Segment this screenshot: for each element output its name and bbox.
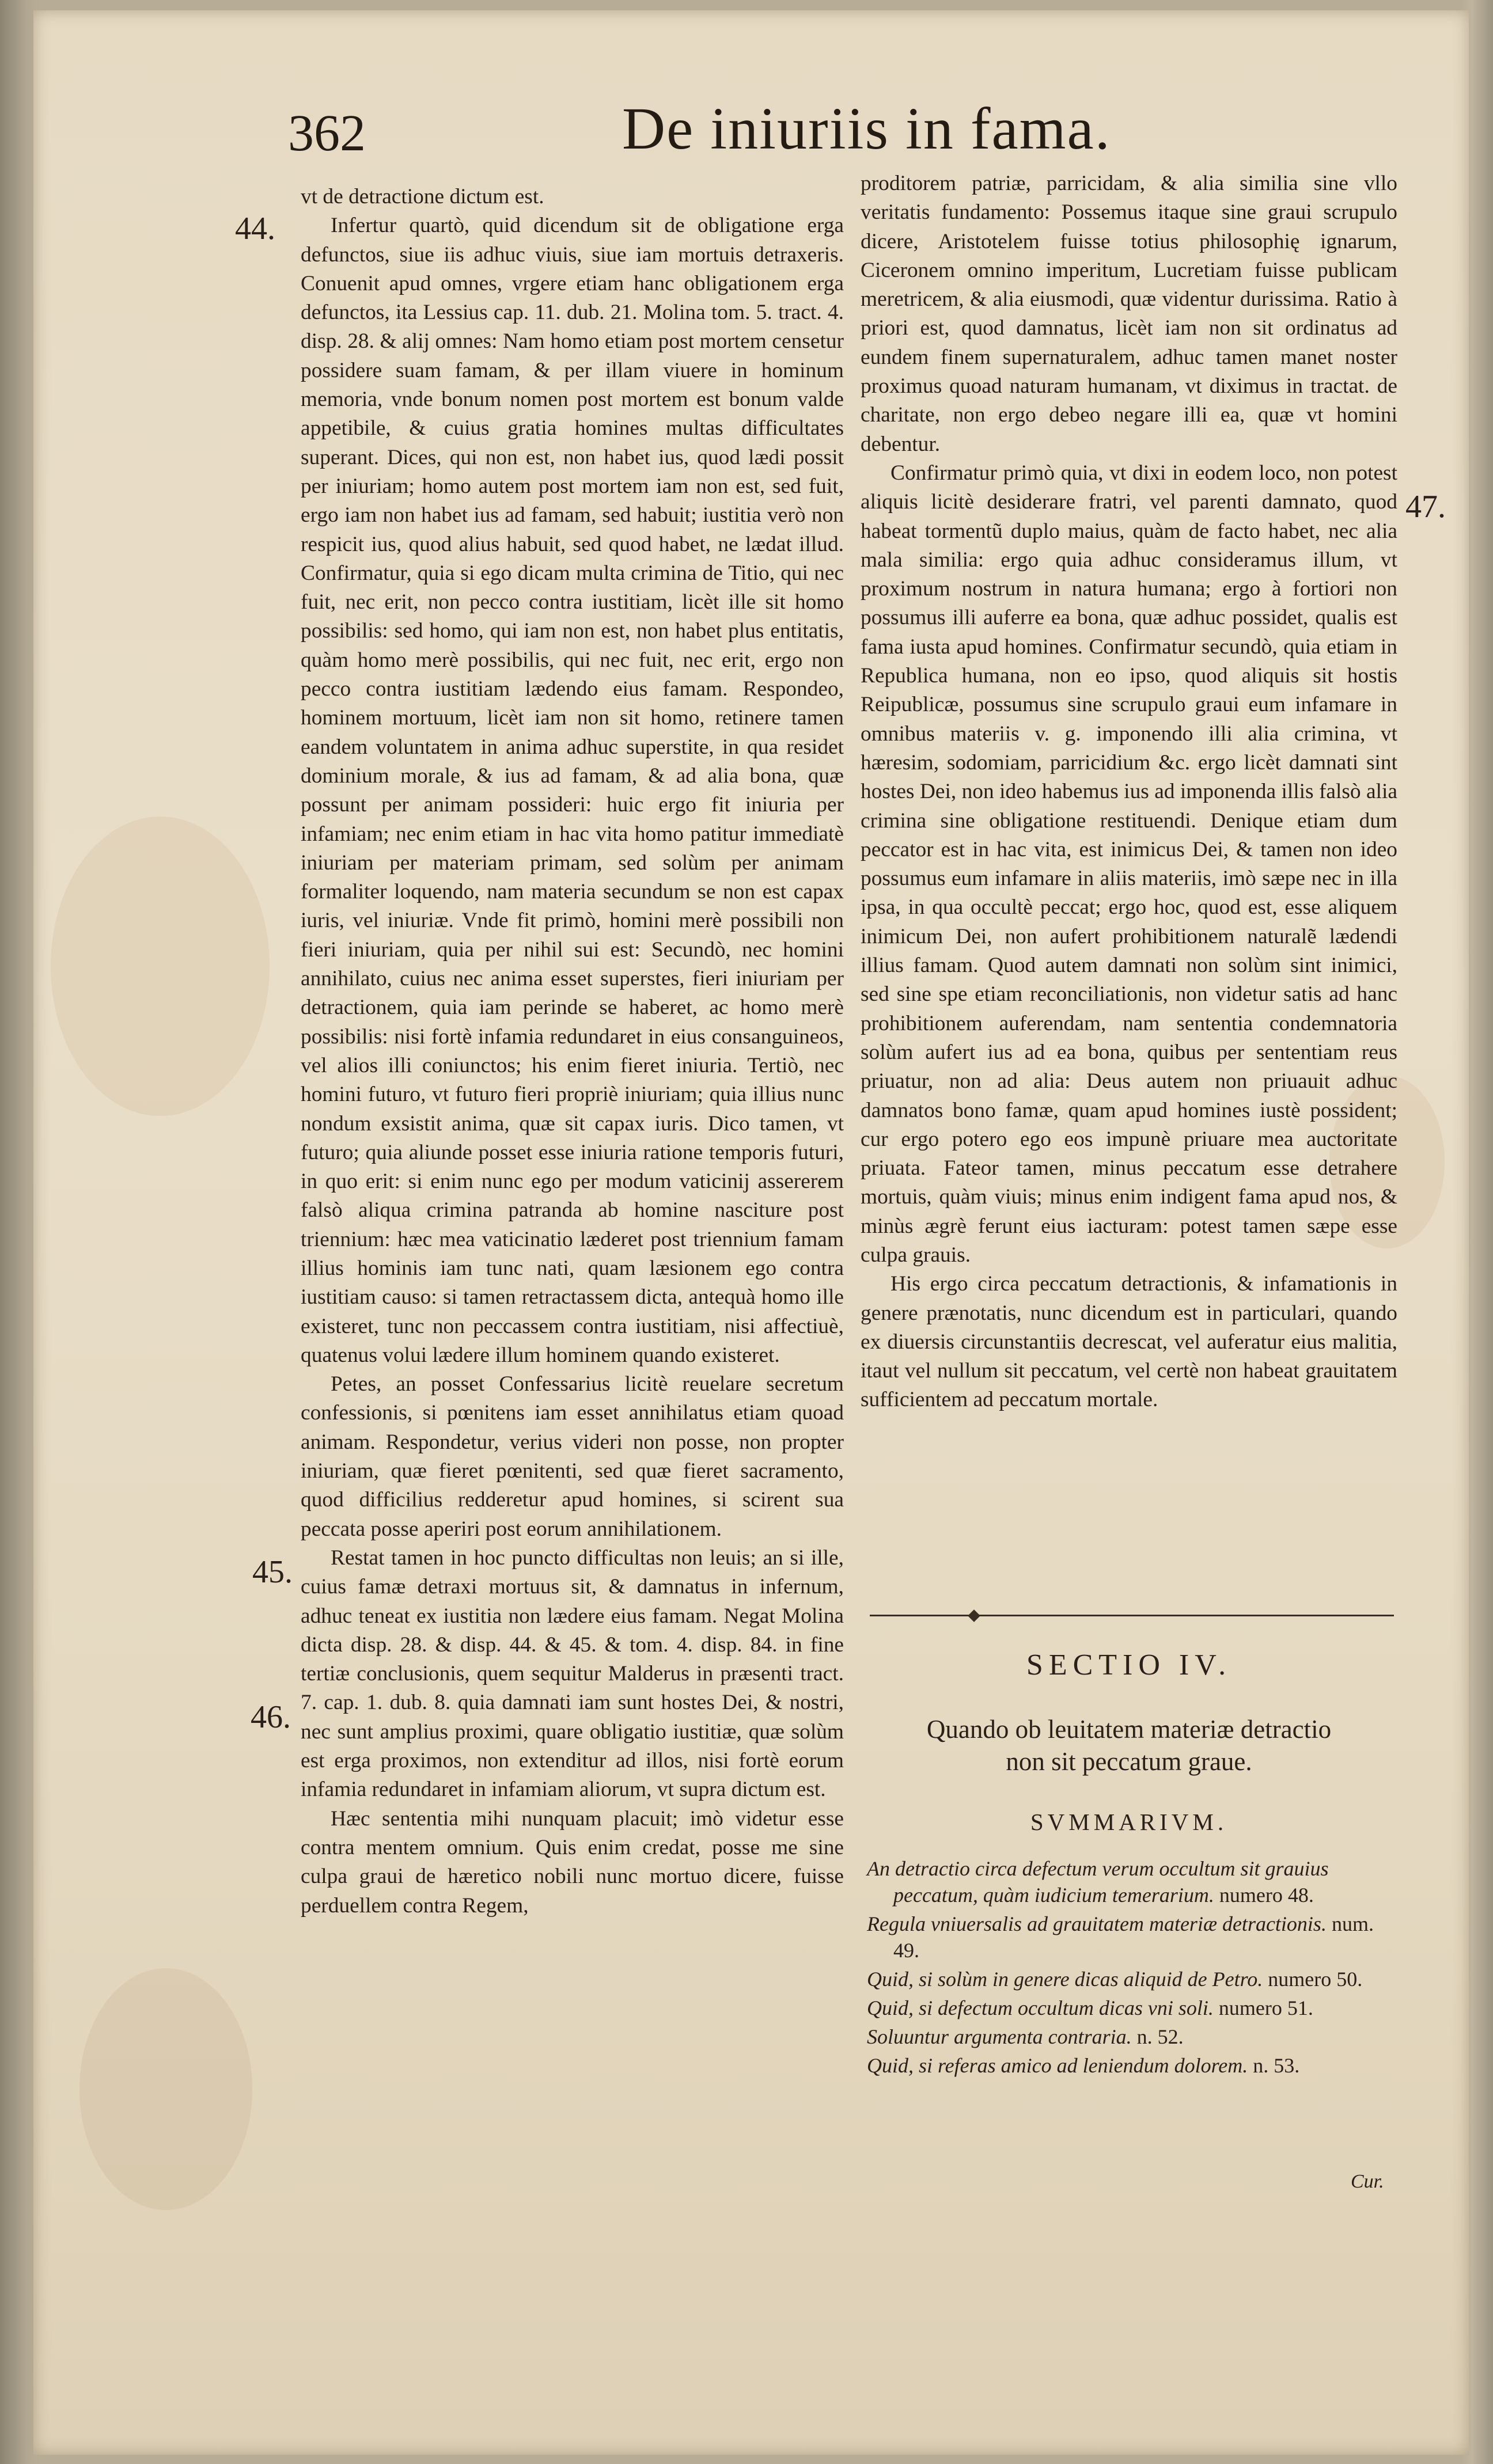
paragraph-45: Petes, an posset Confessarius licitè reuelare secretum confessionis, si pœnitens iam esset annihilatus etiam quoad animam. Respondetur, verius videri non posse, non propter iniuriam, quæ fieret pœnitenti, sed quæ fieret sacramento, quod difficilius redderetur apud homines, si scirent sua peccata posse aperiri post eorum annihilationem. [301, 1372, 844, 1541]
rule-ornament [968, 1609, 980, 1622]
page-header [0, 86, 1493, 167]
margin-number-46: 46. [251, 1699, 291, 1735]
paragraph-continuation-right: proditorem patriæ, parricidam, & alia similia sine vllo veritatis fundamento: Possemus itaque sine graui scrupulo dicere, Aristotelem fuisse totius philosophię ignarum, Ciceronem omnino imperitum, Lucretiam fuisse publicam meretricem, & alia eiusmodi, quæ videntur durissima. Ratio à priori est, quod damnatus, licèt iam non sit ordinatus ad eundem finem supernaturalem, adhuc tamen manet noster proximus quoad naturam humanam, vt diximus in tractat. de charitate, non ergo debeo negare illi ea, quæ vt homini debentur. [861, 172, 1397, 456]
page-number: 362 [288, 105, 366, 162]
ornamental-rule [870, 1609, 1394, 1621]
left-text-column [301, 183, 844, 1920]
summary-item: Quid, si solùm in genere dicas aliquid de Petro. numero 50. [867, 1968, 1363, 1991]
margin-number-45: 45. [252, 1554, 293, 1590]
summary-item: Soluuntur argumenta contraria. n. 52. [867, 2025, 1184, 2048]
summary-item: Quid, si defectum occultum dicas vni soli. numero 51. [867, 1996, 1313, 2019]
right-text-column [861, 169, 1397, 1415]
summary-item: An detractio circa defectum verum occultum sit grauius peccatum, quàm iudicium temerarium. numero 48. [867, 1857, 1329, 1907]
paper-stain [79, 1968, 252, 2210]
running-title: De iniuriis in fama. [622, 96, 1111, 162]
margin-number-47: 47. [1405, 489, 1446, 525]
paragraph-46: Restat tamen in hoc puncto difficultas non leuis; an si ille, cuius famæ detraxi mortuus sit, & damnatus in infernum, adhuc teneat ex iustitia non lædere eius famam. Negat Molina dicta disp. 28. & disp. 44. & 45. & tom. 4. disp. 84. in fine tertiæ conclusionis, quem sequitur Malderus in præsenti tract. 7. cap. 1. dub. 8. quia damnati iam sunt hostes Dei, & nostri, nec sunt amplius proximi, quare obligatio iustitiæ, quæ solùm est erga proximos, non extenditur ad illos, nisi fortè eorum infamia redundaret in infamiam aliorum, vt supra dictum est. [301, 1546, 844, 1802]
paragraph-46-continued: Hæc sententia mihi nunquam placuit; imò videtur esse contra mentem omnium. Quis enim credat, posse me sine culpa graui de hæretico nobili nunc mortuo dicere, fuisse perduellem contra Regem, [301, 1806, 844, 1918]
margin-number-44: 44. [235, 211, 275, 246]
section-heading: SECTIO IV. [1026, 1649, 1232, 1681]
catchword: Cur. [1351, 2171, 1384, 2192]
paragraph-continuation: vt de detractione dictum est. [301, 185, 544, 208]
section-subtitle: Quando ob leuitatem materiæ detractio non sit peccatum graue. [926, 1715, 1332, 1776]
summary-item: Quid, si referas amico ad leniendum dolorem. n. 53. [867, 2054, 1300, 2077]
paragraph-44: Infertur quartò, quid dicendum sit de obligatione erga defunctos, siue iis adhuc viuis, siue iam mortuis detraxeris. Conuenit apud omnes, vrgere etiam hanc obligationem erga defunctos, ita Lessius cap. 11. dub. 21. Molina tom. 5. tract. 4. disp. 28. & alij omnes: Nam homo etiam post mortem censetur possidere suam famam, & per illam viuere in hominum memoria, vnde bonum nomen post mortem est bonum valde appetibile, & cuius gratia homines multas difficultates superant. Dices, qui non est, non habet ius, quod lædi possit per iniuriam; homo autem post mortem iam non est, sed fuit, ergo iam non habet ius ad famam, sed habuit; iustitia verò non respicit ius, quod alius habuit, sed quod habet, ne lædat illud. Confirmatur, quia si ego dicam multa crimina de Titio, qui nec fuit, nec erit, non pecco contra iustitiam, licèt ille sit homo possibilis: sed homo, qui iam non est, non habet plus entitatis, quàm homo merè possibilis, qui nec fuit, nec erit, ergo non pecco contra iustitiam lædendo eius famam. Respondeo, hominem mortuum, licèt iam non sit homo, retinere tamen eandem voluntatem in anima adhuc superstite, in qua residet dominium morale, & ius ad famam, & ad alia bona, quæ possunt per animam possideri: huic ergo fit iniuria per infamiam; nec enim etiam in hac vita homo patitur immediatè iniuriam per materiam primam, sed solùm per animam formaliter loquendo, nam materia secundum se non est capax iuris, vel iniuriæ. Vnde fit primò, homini merè possibili non fieri iniuriam, quia per nihil sui est: Secundò, nec homini annihilato, cuius nec anima esset superstes, fieri iniuriam per detractionem, quia iam perinde se haberet, ac homo merè possibilis: nisi fortè infamia redundaret in eius consanguineos, vel alios illi coniunctos; his enim fieret iniuria. Tertiò, nec homini futuro, vt futuro fieri propriè iniuriam; quia illius nunc nondum exsistit anima, quæ sit capax iuris. Dico tamen, vt futuro; quia aliunde posset esse iniuria ratione temporis futuri, in quo erit: si enim nunc ego per modum vaticinij assererem falsò aliqua crimina patranda ab homine nasciture post triennium: hæc mea vaticinatio læderet post triennium famam illius hominis iam tunc nati, quam læsionem ego contra iustitiam causo: si tamen retractassem dicta, antequà homo ille existeret, tunc non peccassem contra iustitiam, nisi affectiuè, quatenus volui lædere illum hominem quando existeret. [301, 214, 844, 1367]
paragraph-transition: His ergo circa peccatum detractionis, & infamationis in genere prænotatis, nunc dicendum est in particulari, quando ex diuersis circunstantiis decrescat, vel auferatur eius malitia, itaut vel nullum sit peccatum, vel certè non habeat grauitatem sufficientem ad peccatum mortale. [861, 1272, 1397, 1412]
paragraph-47: Confirmatur primò quia, vt dixi in eodem loco, non potest aliquis licitè desiderare fratri, vel parenti damnato, quod habeat tormentũ duplo maius, quàm de facto habet, nec alia mala similia: ergo quia adhuc consideramus illum, vt proximum nostrum in natura humana; ergo à fortiori non possumus illi auferre ea bona, quæ adhuc possidet, qualis est fama iusta apud homines. Confirmatur secundò, quia etiam in Republica humana, non eo ipso, quod aliquis sit hostis Reipublicæ, possumus sine scrupulo graui eum infamare in omnibus materiis v. g. imponendo illi alia crimina, vt hæresim, sodomiam, parricidium &c. ergo licèt damnati sint hostes Dei, non ideo habemus ius ad imponenda illis falsò alia crimina sine obligatione restituendi. Denique etiam dum peccator est in hac vita, est inimicus Dei, & tamen non ideo possumus eum infamare in aliis materiis, imò sæpe nec in illa ipsa, in qua occultè peccat; ergo hoc, quod est, esse aliquem inimicum Dei, non aufert prohibitionem naturalẽ lædendi illius famam. Quod autem damnati non solùm sint inimici, sed sine spe etiam reconciliationis, non videtur satis ad hanc prohibitionem auferendam, nam sententia condemnatoria solùm aufert ius ad ea bona, quibus per sententiam reus priuatur, non ad alia: Deus autem non priuauit adhuc damnatos bono famæ, quam apud homines iustè possident; cur ergo potero ego eos impunè priuare mea auctoritate priuata. Fateor tamen, minus peccatum esse detrahere mortuis, quàm viuis; minus enim indigent fama apud nos, & minùs ægrè ferunt eius iacturam: potest tamen sæpe esse culpa grauis. [861, 461, 1397, 1267]
summary-item: Regula vniuersalis ad grauitatem materiæ detractionis. num. 49. [867, 1912, 1374, 1962]
summary-list [867, 1855, 1396, 2081]
paper-stain [51, 817, 270, 1116]
summary-heading: SVMMARIVM. [1030, 1809, 1228, 1835]
